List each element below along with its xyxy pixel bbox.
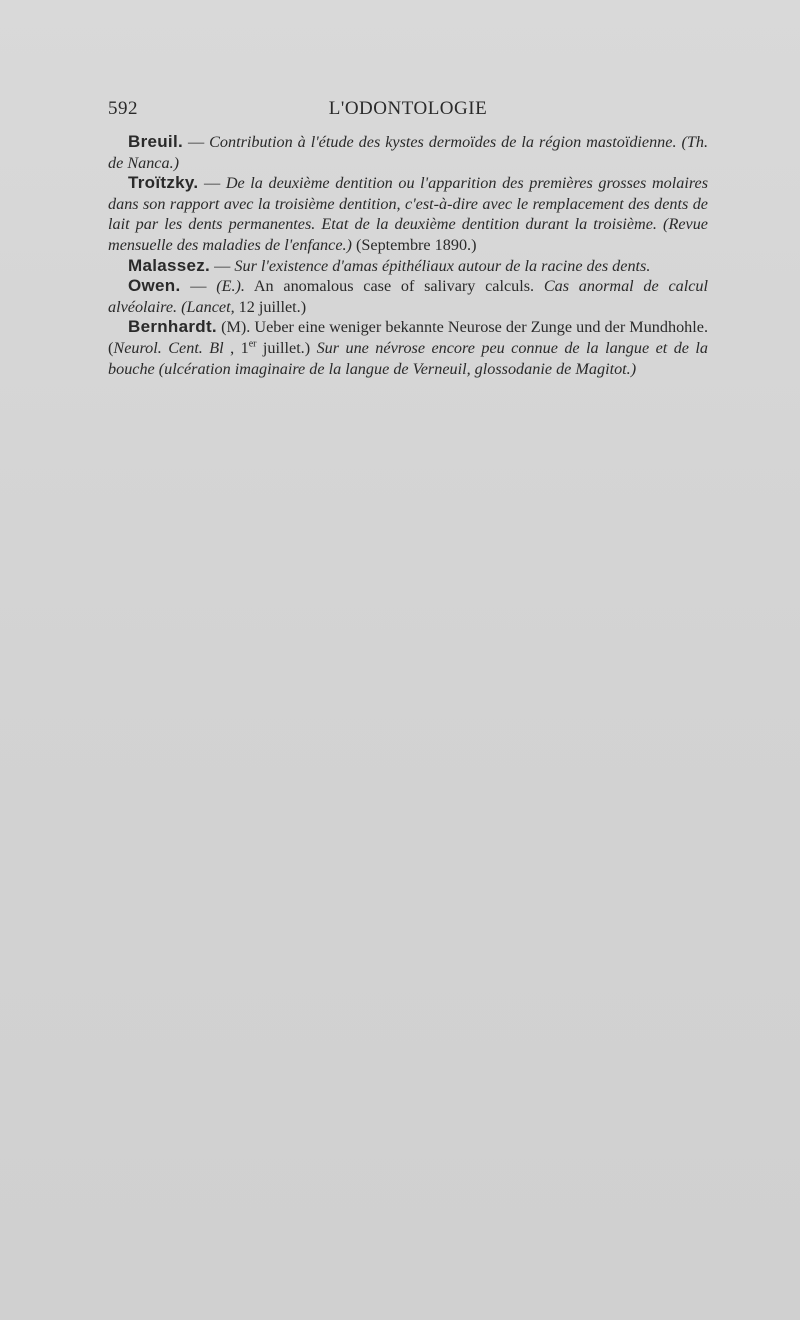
bibliography-entry (108, 256, 708, 277)
entry-text: An anomalous case of salivary calculs. (244, 277, 544, 296)
entry-author: Owen. (128, 276, 181, 296)
entry-text: — (210, 256, 235, 275)
entry-text: — (198, 174, 226, 193)
entry-author: Malassez. (128, 255, 211, 275)
entry-text: (Septembre 1890.) (351, 235, 477, 254)
bibliography-entry (108, 173, 708, 255)
running-title: L'ODONTOLOGIE (328, 98, 488, 119)
entry-italic-text: Sur l'existence d'amas épithéliaux autour de la racine des dents. (234, 256, 651, 275)
page-number: 592 (108, 98, 138, 119)
entry-author: Bernhardt. (128, 317, 217, 337)
entry-italic-text: (E.). (216, 277, 245, 296)
entry-text: , 1 (223, 338, 249, 357)
bibliography-list (108, 132, 708, 379)
entry-text: er (248, 338, 257, 350)
entry-author: Troïtzky. (128, 173, 199, 193)
entry-italic-text: Neurol. Cent. Bl (113, 338, 224, 357)
entry-italic-text: Contribution à l'étude des kystes dermoïdes de la région mastoïdienne. (Th. de Nanca.) (108, 133, 708, 172)
entry-text: 12 juillet.) (234, 297, 307, 316)
bibliography-entry (108, 276, 708, 317)
entry-italic-text: Cas anormal de calcul alvéolaire. (Lancet, (108, 277, 709, 316)
entry-text: — (180, 277, 217, 296)
page-header (108, 98, 708, 122)
entry-italic-text: Sur une névrose encore peu connue de la langue et de la bouche (ulcération imaginaire de la langue de Verneuil, glossodanie de Magitot.) (108, 338, 708, 378)
entry-text: — (183, 133, 210, 151)
entry-italic-text: De la deuxième dentition ou l'apparition des premières grosses molaires dans son rapport avec la troisième dentition, c'est-à-dire avec le remplacement des dents de lait par les dents permanentes. Etat de la deuxième dentition durant la troisième. (Revue mensuelle des maladies de l'enfance.) (108, 174, 709, 254)
bibliography-entry (108, 317, 708, 379)
entry-text: (M). Ueber eine weniger bekannte Neurose der Zunge und der Mundhohle. ( (108, 318, 708, 357)
entry-text: juillet.) (256, 338, 317, 357)
bibliography-entry (108, 132, 708, 173)
entry-author: Breuil. (128, 132, 184, 151)
